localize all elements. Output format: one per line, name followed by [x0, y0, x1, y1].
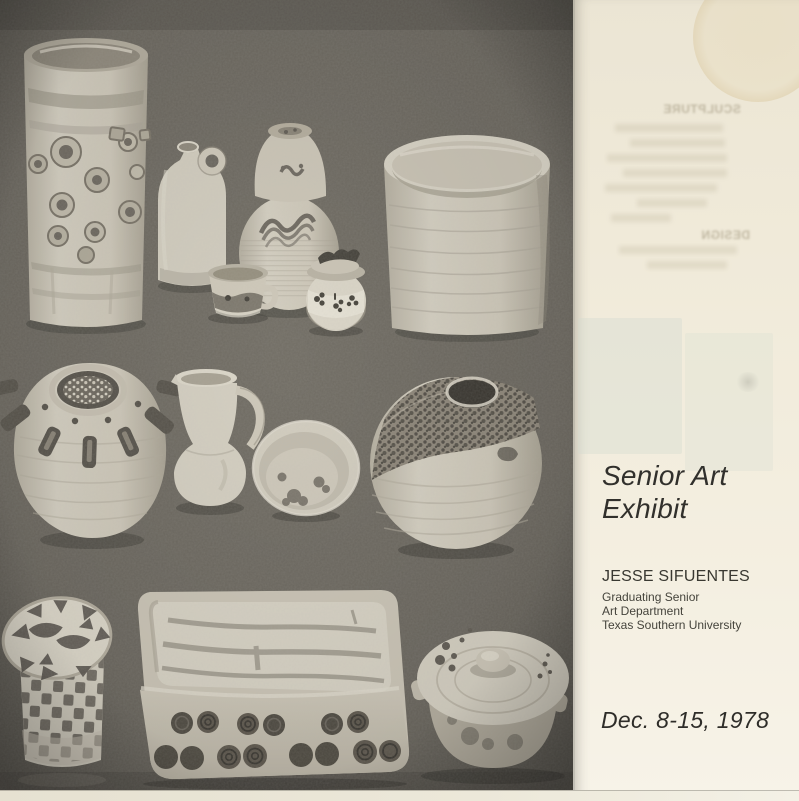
scan-bottom-edge [0, 790, 799, 801]
artist-detail-department: Art Department [602, 604, 684, 618]
showthrough-line [605, 184, 717, 192]
artist-detail-role: Graduating Senior [602, 590, 700, 604]
showthrough-line [623, 169, 727, 177]
exhibit-title [602, 459, 727, 525]
artist-name: JESSE SIFUENTES [602, 568, 750, 585]
cover-text-panel [573, 0, 799, 800]
paper-stain [693, 0, 799, 102]
showthrough-line [647, 261, 727, 269]
artist-info [602, 568, 750, 632]
showthrough-patch [685, 333, 773, 471]
showthrough-word-design: DESIGN [701, 228, 751, 242]
showthrough-line [619, 246, 737, 254]
showthrough-line [615, 124, 723, 132]
showthrough-line [611, 214, 671, 222]
paper-smudge [735, 372, 761, 392]
showthrough-patch [578, 318, 682, 454]
exhibit-title-line-2: Exhibit [602, 493, 688, 524]
exhibit-dates: Dec. 8-15, 1978 [601, 707, 770, 733]
exhibit-title-line-1: Senior Art [602, 460, 728, 491]
showthrough-line [637, 199, 707, 207]
showthrough-word-sculpture: SCULPTURE [663, 102, 741, 116]
top-edge-shade [0, 0, 573, 30]
showthrough-line [607, 154, 727, 162]
showthrough-line [630, 139, 725, 147]
artist-detail-university: Texas Southern University [602, 618, 742, 632]
